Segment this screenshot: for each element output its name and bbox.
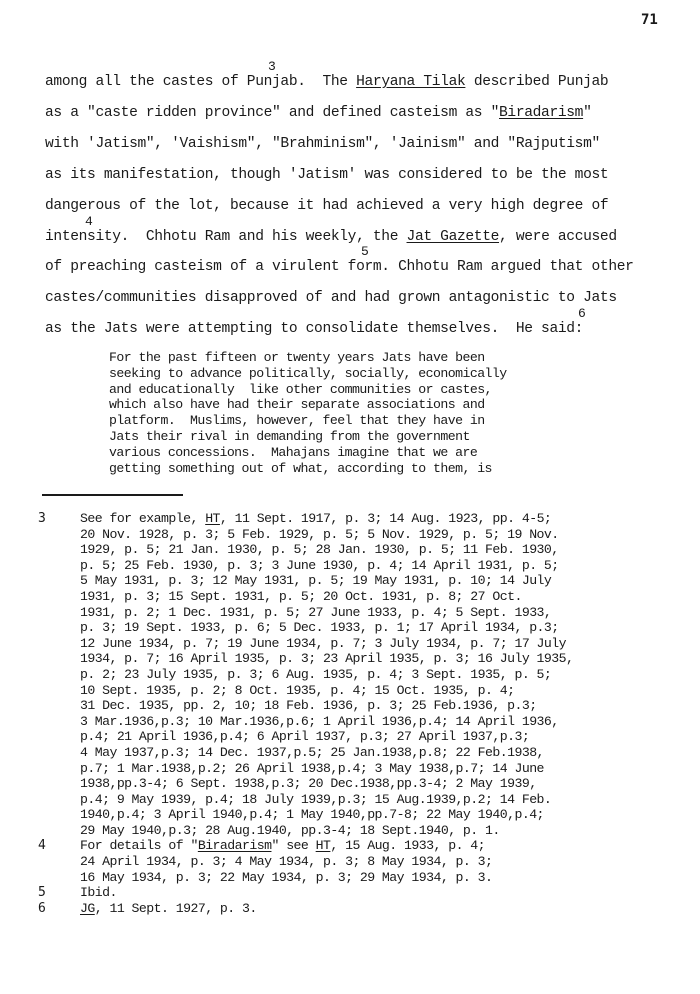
body-line [45,229,617,245]
underlined-title: HT [205,511,220,526]
text-segment: of preaching casteism of a virulent form. Chhotu Ram argued that other [45,259,634,276]
underlined-title: Haryana Tilak [356,74,466,90]
text-segment: 12 June 1934, p. 7; 19 June 1934, p. 7; 3 July 1934, p. 7; 17 July [80,635,567,651]
text-segment: 1929, p. 5; 21 Jan. 1930, p. 5; 28 Jan. 1930, p. 5; 11 Feb. 1930, [80,542,559,558]
text-segment: 29 May 1940,p.3; 28 Aug.1940, pp.3-4; 18 Sept.1940, p. 1. [80,822,500,838]
body-line [45,167,608,183]
text-segment: p. 5; 25 Feb. 1930, p. 3; 3 June 1930, p. 4; 14 April 1931, p. 5; [80,557,559,573]
footnote [38,901,698,917]
text-segment: 1931, p. 3; 15 Sept. 1931, p. 5; 20 Oct. 1931, p. 8; 27 Oct. [80,588,522,604]
text-segment: 10 Sept. 1935, p. 2; 8 Oct. 1935, p. 4; 15 Oct. 1935, p. 4; [80,682,515,698]
text-segment: , 15 Aug. 1933, p. 4; [330,838,486,854]
text-segment: among all the castes of Punjab. The [45,74,357,90]
footnotes-section [38,511,698,916]
underlined-title: Biradarism [499,104,584,121]
footnote-line [80,667,698,683]
text-segment: 3 Mar.1936,p.3; 10 Mar.1936,p.6; 1 April 1936,p.4; 14 April 1936, [80,713,559,729]
footnote [38,838,698,885]
footnote-number: 3 [38,511,46,526]
footnote-line [80,527,698,543]
text-segment: 16 May 1934, p. 3; 22 May 1934, p. 3; 29 May 1934, p. 3. [80,869,493,885]
footnote-number: 6 [38,900,46,916]
footnote-line [80,792,698,808]
text-segment: 1938,pp.3-4; 6 Sept. 1938,p.3; 20 Dec.1938,pp.3-4; 2 May 1939, [80,776,537,792]
quote-line: and educationally like other communities or castes, [109,381,492,397]
footnote-line [80,605,698,621]
footnote-reference[interactable]: 4 [85,213,93,229]
quote-line: Jats their rival in demanding from the government [109,428,470,444]
text-segment: 1940,p.4; 3 April 1940,p.4; 1 May 1940,pp.7-8; 22 May 1940,p.4; [80,807,544,823]
footnote-line [80,683,698,699]
underlined-title: JG [80,900,95,916]
footnote-line [80,885,698,901]
body-line [45,105,592,121]
footnote-line [80,714,698,730]
text-segment: 20 Nov. 1928, p. 3; 5 Feb. 1929, p. 5; 5 Nov. 1929, p. 5; 19 Nov. [80,526,559,542]
quote-line: platform. Muslims, however, feel that they have in [109,413,485,429]
footnote [38,885,698,901]
body-line [45,136,600,152]
text-segment: as its manifestation, though 'Jatism' was considered to be the most [45,166,609,183]
footnote-line [80,901,698,917]
text-segment: Ibid. [80,885,117,901]
footnote-line [80,745,698,761]
text-segment: p. 3; 19 Sept. 1933, p. 6; 5 Dec. 1933, p. 1; 17 April 1934, p.3; [80,620,559,636]
text-segment: See for example, [80,511,206,526]
text-segment: p.7; 1 Mar.1938,p.2; 26 April 1938,p.4; 3 May 1938,p.7; 14 June [80,760,544,776]
page-number: 71 [641,12,658,28]
footnote-line [80,651,698,667]
text-segment: p.4; 9 May 1939, p.4; 18 July 1939,p.3; 15 Aug.1939,p.2; 14 Feb. [80,791,552,807]
footnote-line [80,511,698,527]
footnote-number: 5 [38,885,46,901]
text-segment: 4 May 1937,p.3; 14 Dec. 1937,p.5; 25 Jan.1938,p.8; 22 Feb.1938, [80,744,544,760]
text-segment: , 11 Sept. 1927, p. 3. [94,900,257,916]
text-segment: , 11 Sept. 1917, p. 3; 14 Aug. 1923, pp. 4-5; [219,511,552,526]
underlined-title: Jat Gazette [406,228,500,245]
text-segment: 5 May 1931, p. 3; 12 May 1931, p. 5; 19 May 1931, p. 10; 14 July [80,573,552,589]
quote-line: getting something out of what, according to them, is [109,460,492,476]
text-segment: , were accused [499,228,617,245]
text-segment: 24 April 1934, p. 3; 4 May 1934, p. 3; 8 May 1934, p. 3; [80,854,493,870]
footnote [38,511,698,838]
text-segment: 1934, p. 7; 16 April 1935, p. 3; 23 April 1935, p. 3; 16 July 1935, [80,651,574,667]
footnote-reference[interactable]: 5 [361,244,369,260]
footnote-line [80,589,698,605]
underlined-title: Biradarism [197,838,272,854]
text-segment: For details of " [80,838,198,854]
footnote-line [80,838,698,854]
footnote-line [80,636,698,652]
footnote-separator [42,494,183,496]
text-segment: as a "caste ridden province" and defined casteism as " [45,104,500,121]
footnote-line [80,870,698,886]
text-segment: dangerous of the lot, because it had achieved a very high degree of [45,197,609,214]
text-segment: 31 Dec. 1935, pp. 2, 10; 18 Feb. 1936, p. 3; 25 Feb.1936, p.3; [80,698,537,714]
text-segment: intensity. Chhotu Ram and his weekly, the [45,228,407,245]
footnote-line [80,776,698,792]
quote-line: seeking to advance politically, socially, economically [109,365,507,381]
body-line [45,290,617,306]
text-segment: with 'Jatism", 'Vaishism", "Brahminism", 'Jainism" and "Rajputism" [45,135,600,152]
text-segment: castes/communities disapproved of and had grown antagonistic to Jats [45,290,617,307]
block-quote [109,350,629,476]
text-segment: p.4; 21 April 1936,p.4; 6 April 1937, p.3; 27 April 1937,p.3; [80,729,530,745]
footnote-line [80,558,698,574]
text-segment: " [583,104,592,121]
footnote-reference[interactable]: 3 [268,59,276,74]
body-line [45,321,583,337]
footnote-line [80,823,698,839]
underlined-title: HT [315,838,331,854]
text-segment: as the Jats were attempting to consolidate themselves. He said: [45,321,584,338]
body-line [45,259,634,275]
quote-line: For the past fifteen or twenty years Jats have been [109,350,485,365]
footnote-line [80,698,698,714]
footnote-line [80,729,698,745]
footnote-line [80,854,698,870]
footnote-line [80,573,698,589]
quote-line: various concessions. Mahajans imagine that we are [109,444,478,460]
footnote-line [80,761,698,777]
footnote-line [80,620,698,636]
text-segment: 1931, p. 2; 1 Dec. 1931, p. 5; 27 June 1933, p. 4; 5 Sept. 1933, [80,604,552,620]
body-line [45,198,608,214]
text-segment: p. 2; 23 July 1935, p. 3; 6 Aug. 1935, p. 4; 3 Sept. 1935, p. 5; [80,666,552,682]
text-segment: " see [271,838,316,854]
text-segment: described Punjab [465,74,609,90]
footnote-line [80,807,698,823]
quote-line: which also have had their separate associations and [109,397,485,413]
footnote-line [80,542,698,558]
body-line [45,74,608,90]
footnote-reference[interactable]: 6 [578,306,586,322]
footnote-number: 4 [38,838,46,854]
